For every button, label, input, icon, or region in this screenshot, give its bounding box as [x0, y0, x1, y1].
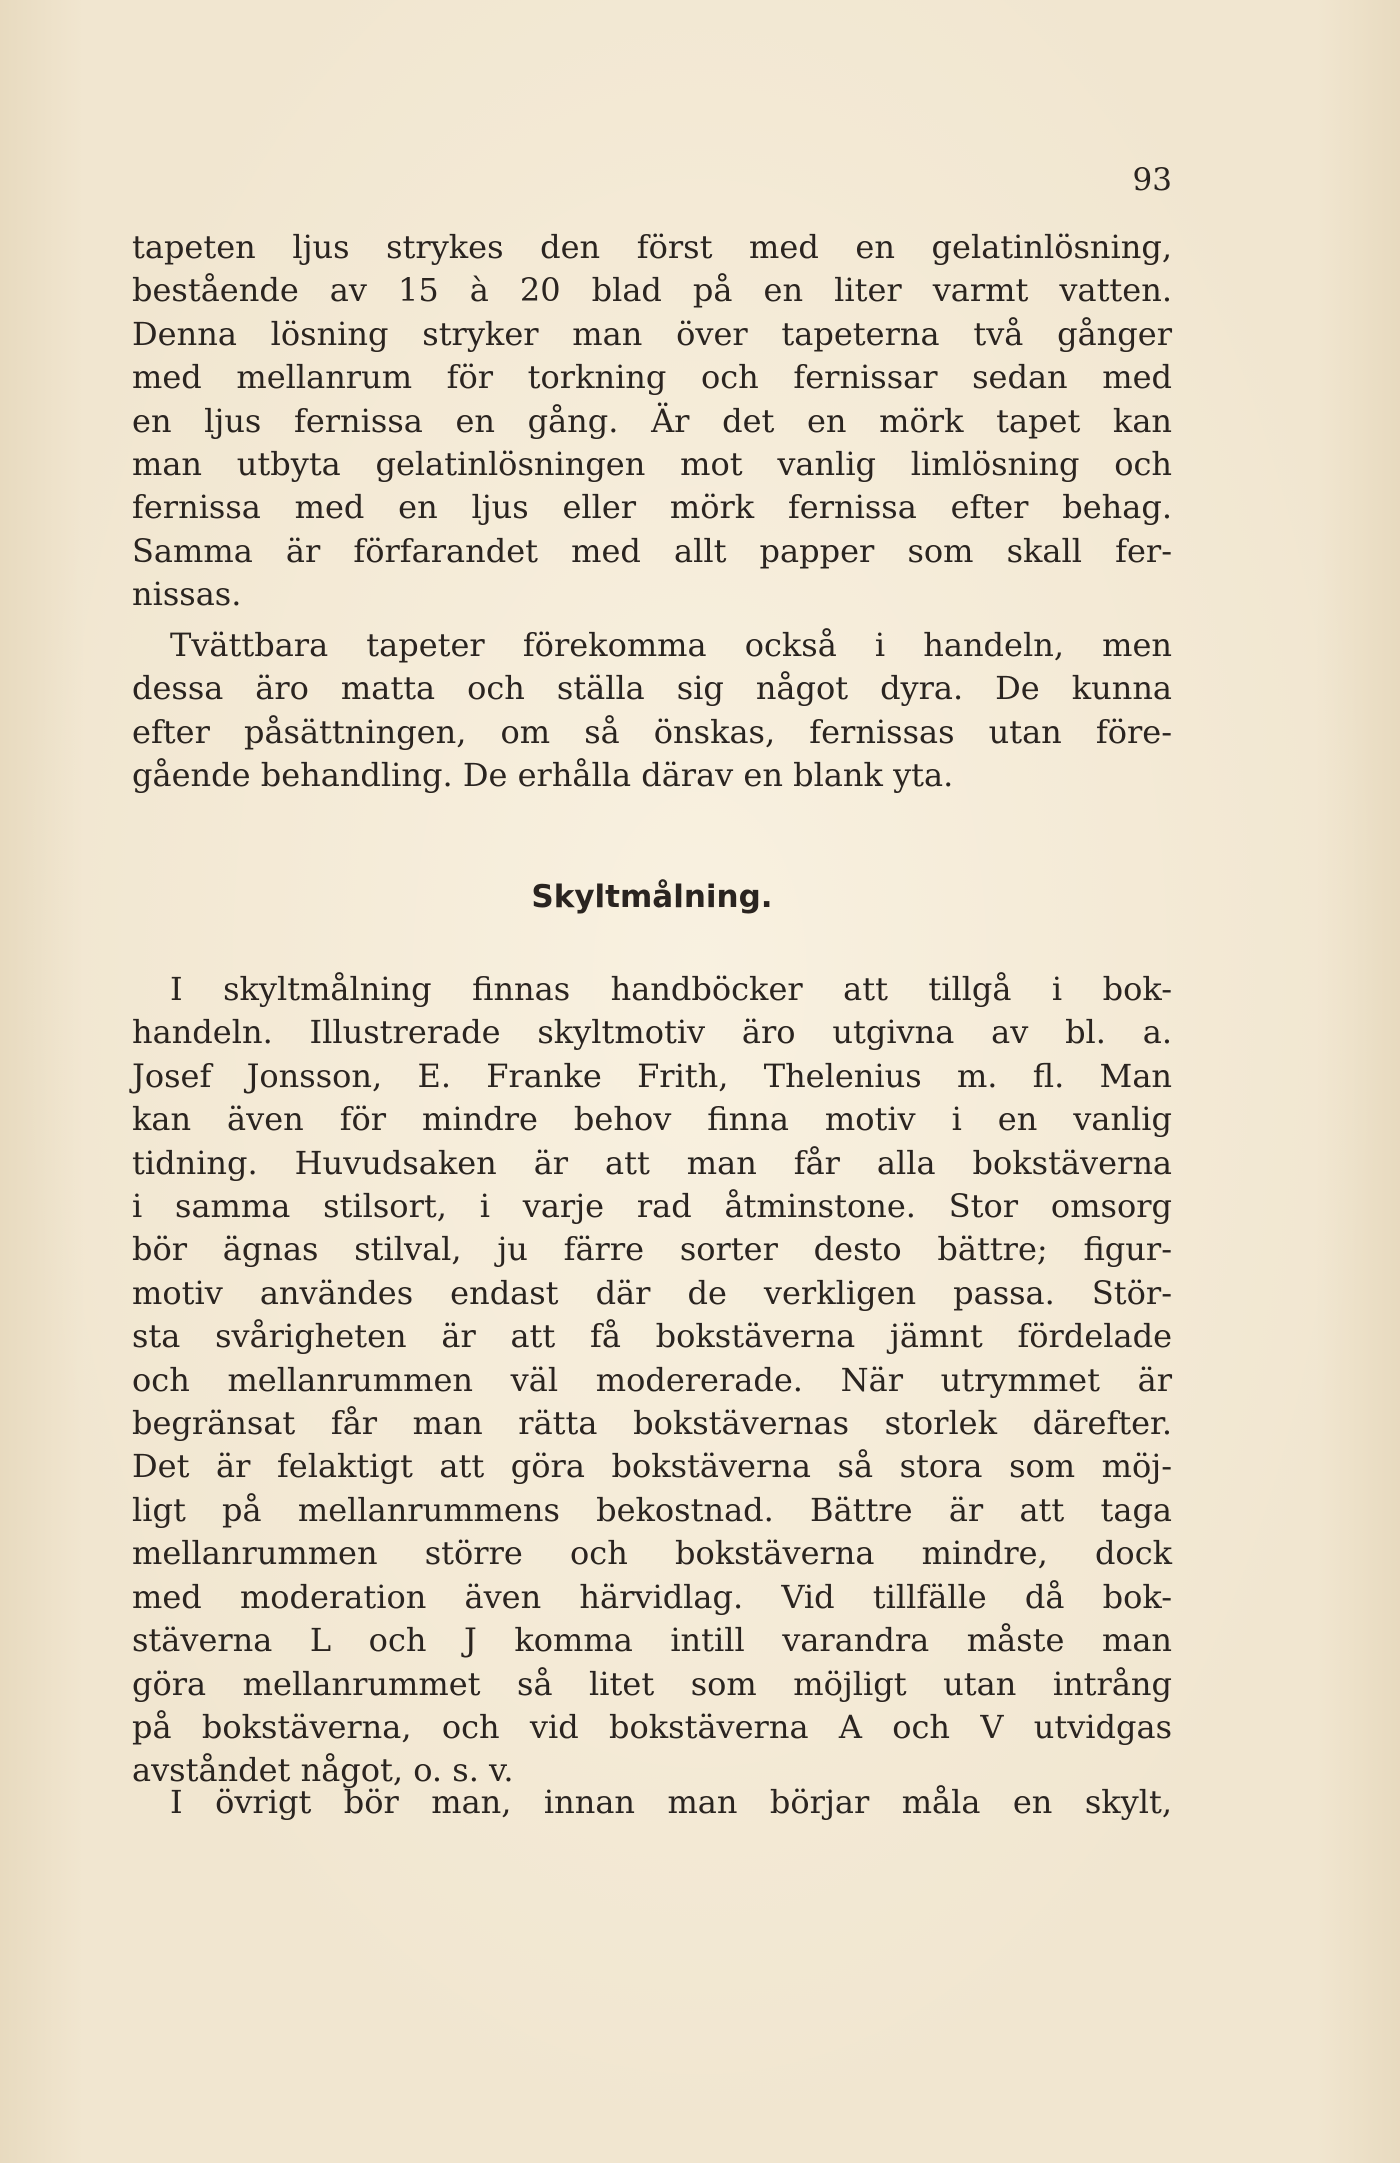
text-line: Det är felaktigt att göra bokstäverna så stora som möj- [132, 1447, 1172, 1486]
text-line: Samma är förfarandet med allt papper som skall fer- [132, 531, 1172, 570]
text-line: efter påsättningen, om så önskas, fernissas utan före- [132, 712, 1172, 751]
text-line: ligt på mellanrummens bekostnad. Bättre är att taga [132, 1490, 1172, 1529]
text-line: Josef Jonsson, E. Franke Frith, Thelenius m. fl. Man [132, 1056, 1172, 1095]
text-line: I skyltmålning finnas handböcker att tillgå i bok- [170, 970, 1172, 1008]
text-line: motiv användes endast där de verkligen passa. Stör- [132, 1273, 1172, 1312]
text-line: dessa äro matta och ställa sig något dyra. De kunna [132, 669, 1172, 708]
text-line: på bokstäverna, och vid bokstäverna A och V utvidgas [132, 1707, 1172, 1746]
text-line: fernissa med en ljus eller mörk fernissa efter behag. [132, 488, 1172, 527]
text-line: i samma stilsort, i varje rad åtminstone. Stor omsorg [132, 1187, 1172, 1226]
text-line: Denna lösning stryker man över tapeterna två gånger [132, 314, 1172, 353]
text-line: och mellanrummen väl modererade. När utrymmet är [132, 1360, 1172, 1399]
section-heading: Skyltmålning. [531, 879, 773, 915]
text-line: Tvättbara tapeter förekomma också i handeln, men [170, 626, 1172, 664]
text-line: göra mellanrummet så litet som möjligt utan intrång [132, 1664, 1172, 1703]
text-line: kan även för mindre behov finna motiv i en vanlig [132, 1100, 1172, 1139]
text-line: gående behandling. De erhålla därav en blank yta. [132, 756, 954, 795]
text-line: stäverna L och J komma intill varandra måste man [132, 1621, 1172, 1660]
paragraph-continuation [132, 1781, 1172, 1824]
text-line: I övrigt bör man, innan man börjar måla en skylt, [170, 1783, 1172, 1821]
paragraph-sign-painting [132, 968, 1172, 1793]
text-line: en ljus fernissa en gång. Är det en mörk tapet kan [132, 401, 1172, 440]
text-line: tidning. Huvudsaken är att man får alla bokstäverna [132, 1143, 1172, 1182]
text-line: med moderation även härvidlag. Vid tillfälle då bok- [132, 1577, 1172, 1616]
text-line: sta svårigheten är att få bokstäverna jämnt fördelade [132, 1317, 1172, 1356]
paragraph-washable-wallpaper [132, 624, 1172, 798]
text-line: handeln. Illustrerade skyltmotiv äro utgivna av bl. a. [132, 1013, 1172, 1052]
text-line: begränsat får man rätta bokstävernas storlek därefter. [132, 1404, 1172, 1443]
text-line: avståndet något, o. s. v. [132, 1751, 514, 1790]
text-line: mellanrummen större och bokstäverna mindre, dock [132, 1534, 1172, 1573]
text-line: man utbyta gelatinlösningen mot vanlig limlösning och [132, 445, 1172, 484]
text-line: bestående av 15 à 20 blad på en liter varmt vatten. [132, 271, 1172, 310]
text-line: bör ägnas stilval, ju färre sorter desto bättre; figur- [132, 1230, 1172, 1269]
page-number: 93 [1132, 162, 1172, 198]
text-line: med mellanrum för torkning och fernissar sedan med [132, 358, 1172, 397]
paragraph-gelatin-varnish [132, 226, 1172, 617]
text-line: tapeten ljus strykes den först med en gelatinlösning, [132, 228, 1172, 266]
text-line: nissas. [132, 575, 242, 614]
